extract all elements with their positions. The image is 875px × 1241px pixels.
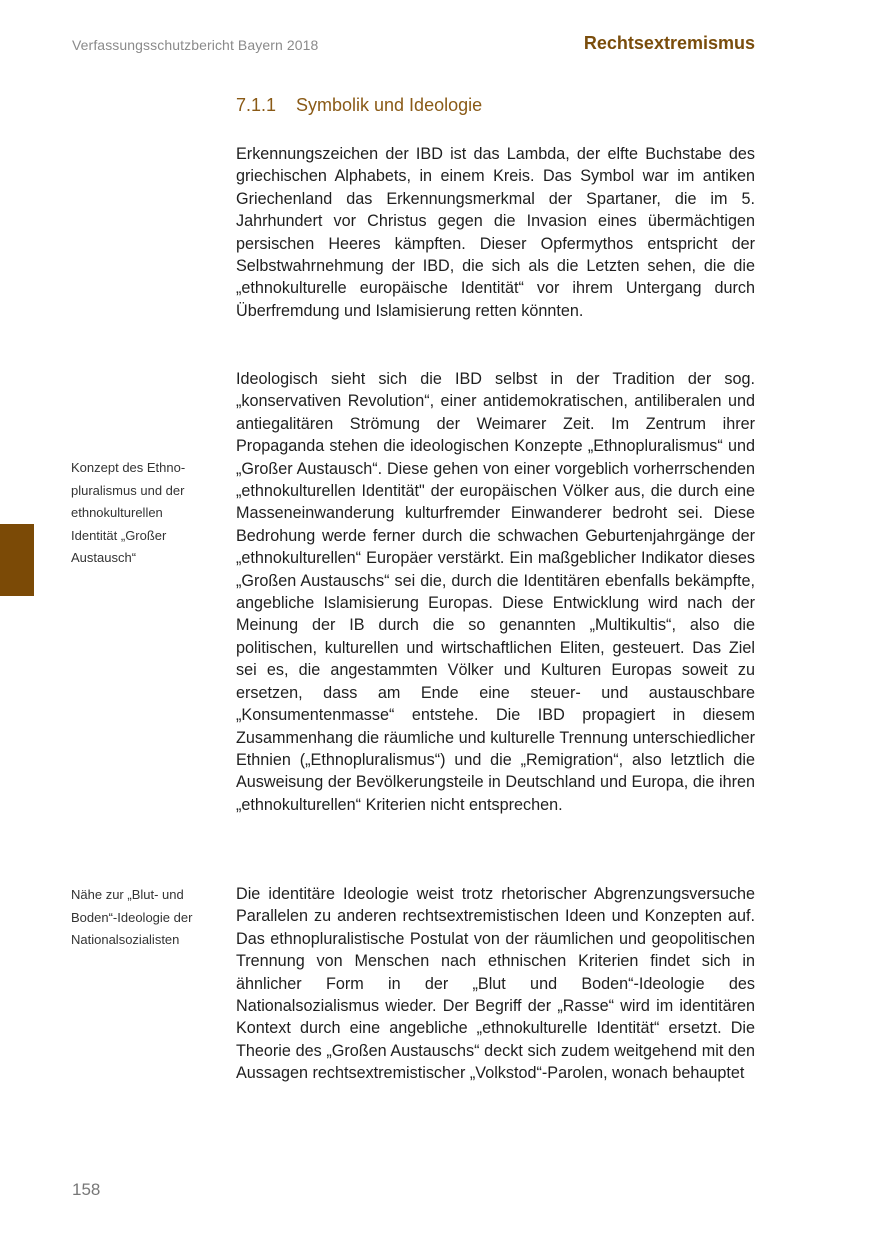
chapter-tab-marker bbox=[0, 524, 34, 596]
margin-note-blut-und-boden: Nähe zur „Blut- und Boden“-Ideologie der Nationalsozialisten bbox=[71, 887, 193, 948]
running-header-publication: Verfassungsschutzbericht Bayern 2018 bbox=[72, 37, 319, 53]
margin-note-ethnopluralism: Konzept des Ethnopluralismus und der ethnokulturellen Identität „Großer Austausch“ bbox=[71, 460, 186, 566]
page-number: 158 bbox=[72, 1180, 101, 1199]
body-paragraph-1: Erkennungszeichen der IBD ist das Lambda, der elfte Buchstabe des griechischen Alphabets, in einem Kreis. Das Symbol war im antiken Griechenland das Erkennungsmerkmal der Spartaner, die im 5. Jahrhundert vor Christus gegen die Invasion eines übermächtigen persischen Heeres kämpften. Dieser Opfermythos entspricht der Selbstwahrnehmung der IBD, die sich als die Letzten sehen, die die „ethnokulturelle europäische Identität“ vor ihrem Untergang durch Überfremdung und Islamisierung retten könnten. bbox=[236, 145, 755, 320]
section-number: 7.1.1 bbox=[236, 95, 277, 115]
section-heading bbox=[236, 95, 482, 116]
body-paragraph-2: Ideologisch sieht sich die IBD selbst in der Tradition der sog. „konservativen Revolution“, einer antidemokratischen, antiliberalen und antiegalitären Strömung der Weimarer Zeit. Im Zentrum ihrer Propaganda stehen die ideologischen Konzepte „Ethnopluralismus“ und „Großer Austausch“. Diese gehen von einer vorgeblich vorherrschenden „ethnokulturellen Identität" der europäischen Völker aus, die durch eine Masseneinwanderung kulturfremder Einwanderer bedroht sei. Diese Bedrohung werde ferner durch die schwachen Geburtenjahrgänge der „ethnokulturellen“ Europäer verstärkt. Ein maßgeblicher Indikator dieses „Großen Austauschs“ sei die, durch die Identitären ebenfalls bekämpfte, angebliche Islamisierung Europas. Diese Entwicklung wird nach der Meinung der IB durch die so genannten „Multikultis“, also die politischen, kulturellen und wirtschaftlichen Eliten, gesteuert. Das Ziel sei es, die angestammten Völker und Kulturen Europas soweit zu ersetzen, dass am Ende eine steuer- und austauschbare „Konsumentenmasse“ entstehe. Die IBD propagiert in diesem Zusammenhang die räumliche und kulturelle Trennung unterschiedlicher Ethnien („Ethnopluralismus“) und die „Remigration“, also letztlich die Ausweisung der Bevölkerungsteile in Deutschland und Europa, die ihren „ethnokulturellen“ Kriterien nicht entsprechen. bbox=[236, 370, 755, 814]
section-title: Symbolik und Ideologie bbox=[296, 95, 483, 115]
running-header-chapter: Rechtsextremismus bbox=[583, 33, 755, 53]
body-paragraph-3: Die identitäre Ideologie weist trotz rhetorischer Abgrenzungsversuche Parallelen zu anderen rechtsextremistischen Ideen und Konzepten auf. Das ethnopluralistische Postulat von der räumlichen und geopolitischen Trennung von Menschen nach ethnischen Kriterien findet sich in ähnlicher Form in der „Blut und Boden“-Ideologie des Nationalsozialismus wieder. Der Begriff der „Rasse“ wird im identitären Kontext durch eine angebliche „ethnokulturelle Identität“ ersetzt. Die Theorie des „Großen Austauschs“ deckt sich zudem weitgehend mit den Aussagen rechtsextremistischer „Volkstod“-Parolen, wonach behauptet bbox=[236, 885, 755, 1083]
